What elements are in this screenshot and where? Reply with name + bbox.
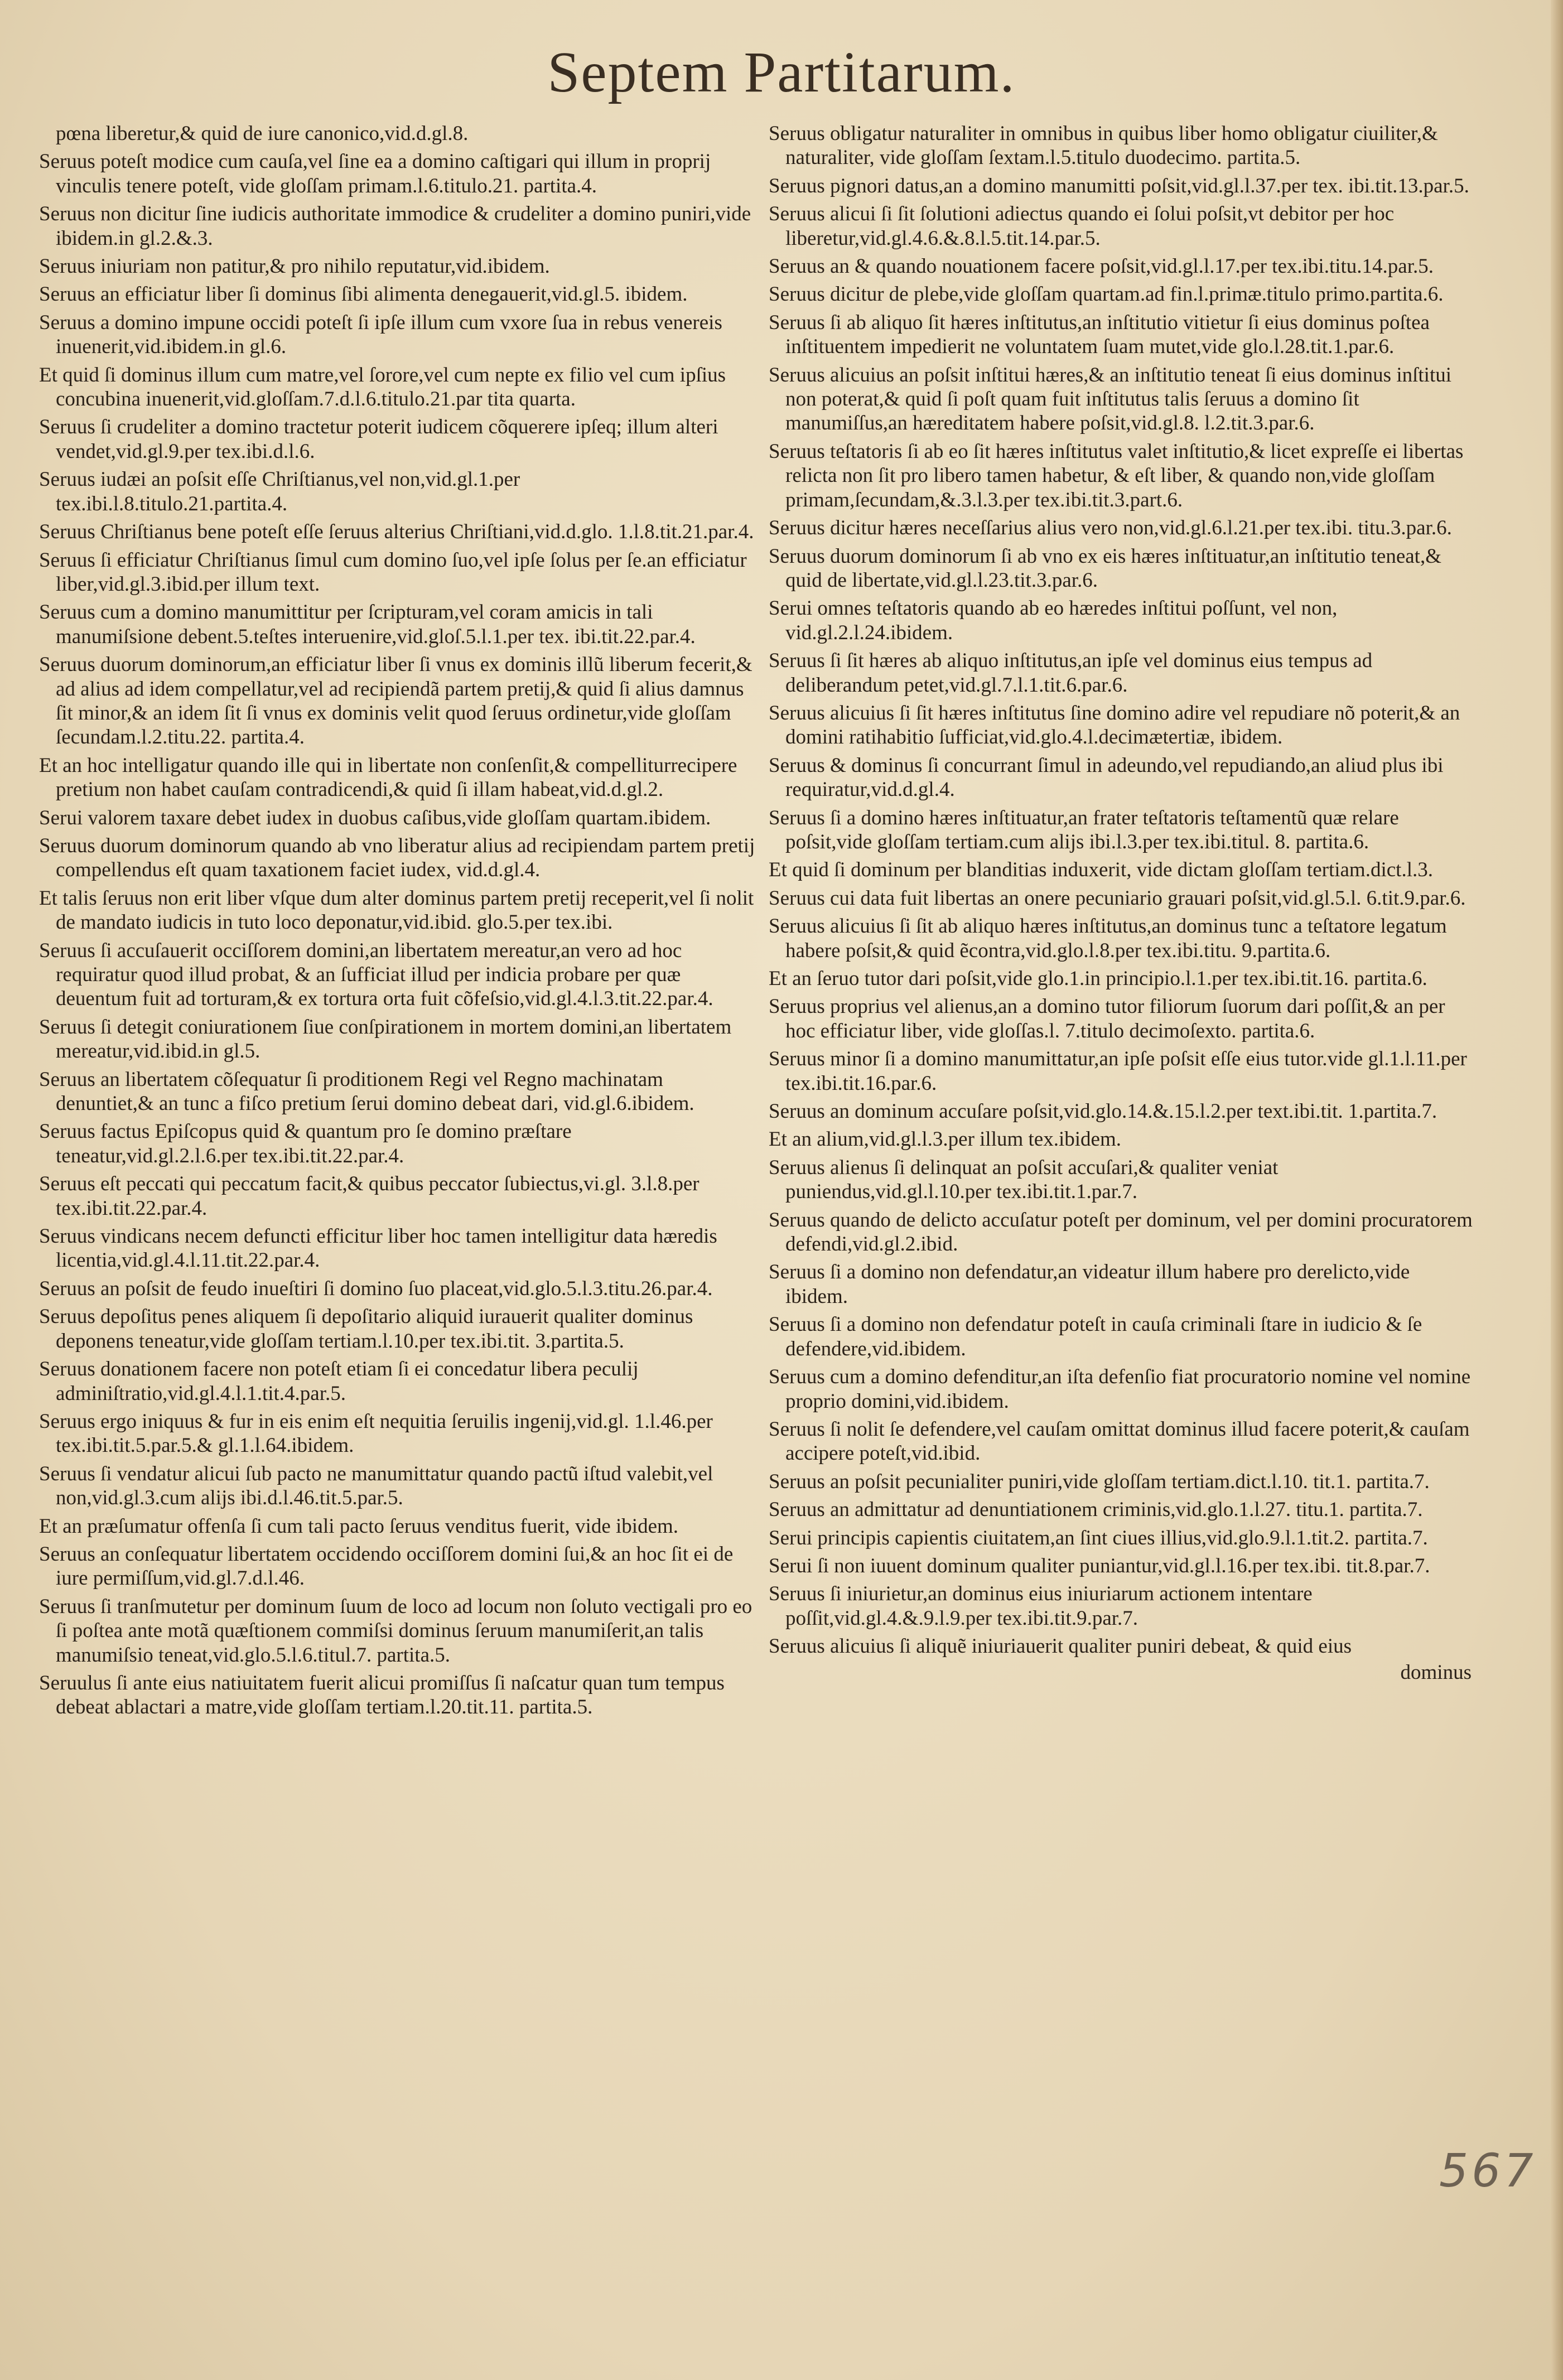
index-entry: Seruus an libertatem cõſequatur ſi proditionem Regi vel Regno machinatam denuntiet,& an tunc a fiſco pretium ſerui domino debeat dari, vid.gl.6.ibidem. [39,1068,694,1116]
index-entry: Seruus cum a domino defenditur,an iſta defenſio fiat procuratorio nomine vel nomine proprio domini,vid.ibidem. [769,1365,1471,1413]
index-entry: Seruus ſi accuſauerit occiſſorem domini,an libertatem mereatur,an vero ad hoc requiratur quod illud probat, & an ſufficiat illud per indicia probare per quæ deuentum fuit ad torturam,& ex tortura orta fuit cõfeſsio,vid.gl.4.l.3.tit.22.par.4. [39,939,713,1011]
index-entry: Seruus poteſt modice cum cauſa,vel ſine ea a domino caſtigari qui illum in proprij vinculis tenere poteſt, vide gloſſam primam.l.6.titulo.21. partita.4. [39,150,711,197]
index-entry: Seruus teſtatoris ſi ab eo ſit hæres inſtitutus valet inſtitutio,& licet expreſſe ei libertas relicta non ſit pro libero tamen habetur, & eſt liber, & quando non,vide gloſſam primam,ſecundam,&.3.l.3.per tex.ibi.tit.3.part.6. [769,440,1464,511]
index-entry: Seruus duorum dominorum,an efficiatur liber ſi vnus ex dominis illũ liberum fecerit,& ad alius ad idem compellatur,vel ad recipiendã partem pretij,& quid ſi alius damnus ſit minor,& an idem ſit ſi vnus ex dominis velit quod ſeruus ordinetur,vide gloſſam ſecundam.l.2.titu.22. partita.4. [39,653,752,749]
index-entry: Seruus ſi ſit hæres ab aliquo inſtitutus,an ipſe vel dominus eius tempus ad deliberandum petet,vid.gl.7.l.1.tit.6.par.6. [769,649,1373,697]
index-entry: Seruus ſi crudeliter a domino tractetur poterit iudicem cõquerere ipſeq; illum alteri vendet,vid.gl.9.per tex.ibi.d.l.6. [39,416,718,463]
index-entry: Seruus ſi iniurietur,an dominus eius iniuriarum actionem intentare poſſit,vid.gl.4.&.9.l.9.per tex.ibi.tit.9.par.7. [769,1582,1313,1630]
index-entry: Et an hoc intelligatur quando ille qui in libertate non conſenſit,& compelliturrecipere pretium non habet cauſam contradicendi,& quid ſi illam habeat,vid.d.gl.2. [39,754,737,802]
folio-number: 567 [1439,2145,1537,2198]
index-entry: Seruus an poſsit pecunialiter puniri,vide gloſſam tertiam.dict.l.10. tit.1. partita.7. [769,1470,1430,1493]
index-entry: Seruus eſt peccati qui peccatum facit,& quibus peccator ſubiectus,vi.gl. 3.l.8.per tex.ibi.tit.22.par.4. [39,1172,700,1220]
index-entry: Et talis ſeruus non erit liber vſque dum alter dominus partem pretij receperit,vel ſi nolit de mandato iudicis in tuto loco deponatur,vid.ibid. glo.5.per tex.ibi. [39,886,754,934]
index-entry: Seruus ſi efficiatur Chriſtianus ſimul cum domino ſuo,vel ipſe ſolus per ſe.an efficiatur liber,vid.gl.3.ibid.per illum text. [39,548,747,596]
index-entry: Seruus an efficiatur liber ſi dominus ſibi alimenta denegauerit,vid.gl.5. ibidem. [39,283,688,306]
index-entry: Seruus quando de delicto accuſatur poteſt per dominum, vel per domini procuratorem defendi,vid.gl.2.ibid. [769,1208,1473,1256]
left-column [39,122,756,1724]
index-entry: Serui valorem taxare debet iudex in duobus caſibus,vide gloſſam quartam.ibidem. [39,806,711,829]
index-entry: Seruus an admittatur ad denuntiationem criminis,vid.glo.1.l.27. titu.1. partita.7. [769,1498,1423,1522]
catchword: dominus [1400,1660,1472,1684]
index-entry: Seruus ſi a domino hæres inſtituatur,an frater teſtatoris teſtamentũ quæ relare poſsit,vide gloſſam tertiam.cum alijs ibi.l.3.per tex.ibi.titul. 8. partita.6. [769,806,1399,853]
index-entry: Seruus minor ſi a domino manumittatur,an ipſe poſsit eſſe eius tutor.vide gl.1.l.11.per tex.ibi.tit.16.par.6. [769,1047,1467,1095]
index-entry: Serui omnes teſtatoris quando ab eo hæredes inſtitui poſſunt, vel non, vid.gl.2.l.24.ibidem. [769,597,1338,644]
index-entry: Seruus an conſequatur libertatem occidendo occiſſorem domini ſui,& an hoc ſit ei de iure permiſſum,vid.gl.7.d.l.46. [39,1542,734,1590]
index-entry: Seruus pignori datus,an a domino manumitti poſsit,vid.gl.l.37.per tex. ibi.tit.13.par.5. [769,174,1469,197]
index-entry: Seruus cui data fuit libertas an onere pecuniario grauari poſsit,vid.gl.5.l. 6.tit.9.par.6. [769,886,1466,910]
index-entry: Seruus dicitur hæres neceſſarius alius vero non,vid.gl.6.l.21.per tex.ibi. titu.3.par.6. [769,516,1452,540]
index-entry: Seruus obligatur naturaliter in omnibus in quibus liber homo obligatur ciuiliter,& naturaliter, vide gloſſam ſextam.l.5.titulo duodecimo. partita.5. [769,122,1438,170]
index-entry: Seruus an dominum accuſare poſsit,vid.glo.14.&.15.l.2.per text.ibi.tit. 1.partita.7. [769,1100,1437,1123]
index-entry: Seruus depoſitus penes aliquem ſi depoſitario aliquid iurauerit qualiter dominus deponens teneatur,vide gloſſam tertiam.l.10.per tex.ibi.tit. 3.partita.5. [39,1305,693,1353]
index-entry: Seruus & dominus ſi concurrant ſimul in adeundo,vel repudiando,an aliud plus ibi requiratur,vid.d.gl.4. [769,754,1444,802]
index-entry: Seruus iniuriam non patitur,& pro nihilo reputatur,vid.ibidem. [39,255,550,278]
index-entry: Et an ſeruo tutor dari poſsit,vide glo.1.in principio.l.1.per tex.ibi.tit.16. partita.6. [769,967,1427,990]
index-entry: Seruus ſi ab aliquo ſit hæres inſtitutus,an inſtitutio vitietur ſi eius dominus poſtea inſtituentem impedierit ne voluntatem ſuam mutet,vide glo.l.28.tit.1.par.6. [769,311,1430,359]
index-entry: Et quid ſi dominum per blanditias induxerit, vide dictam gloſſam tertiam.dict.l.3. [769,858,1433,882]
index-entry: Serui ſi non iuuent dominum qualiter puniantur,vid.gl.l.16.per tex.ibi. tit.8.par.7. [769,1554,1430,1577]
index-entry: Et an alium,vid.gl.l.3.per illum tex.ibidem. [769,1128,1121,1151]
index-entry: Seruus alienus ſi delinquat an poſsit accuſari,& qualiter veniat puniendus,vid.gl.l.10.per tex.ibi.tit.1.par.7. [769,1156,1279,1204]
index-entry: Seruus alicuius ſi ſit hæres inſtitutus ſine domino adire vel repudiare nõ poterit,& an domini ratihabitio ſufficiat,vid.glo.4.l.decimætertiæ, ibidem. [769,701,1460,749]
index-entry: Seruus dicitur de plebe,vide gloſſam quartam.ad fin.l.primæ.titulo primo.partita.6. [769,283,1444,306]
index-entry: Seruus ſi nolit ſe defendere,vel cauſam omittat dominus illud facere poterit,& cauſam accipere poteſt,vid.ibid. [769,1417,1470,1465]
index-entry: Seruus a domino impune occidi poteſt ſi ipſe illum cum vxore ſua in rebus venereis inuenerit,vid.ibidem.in gl.6. [39,311,722,359]
index-entry: Seruus ergo iniquus & fur in eis enim eſt nequitia ſeruilis ingenij,vid.gl. 1.l.46.per tex.ibi.tit.5.par.5.& gl.1.l.64.ibidem. [39,1409,713,1457]
index-entry: Seruus ſi a domino non defendatur,an videatur illum habere pro derelicto,vide ibidem. [769,1261,1410,1308]
page-edge [1551,0,1563,2380]
index-entry: Seruus alicuius ſi aliquẽ iniuriauerit qualiter puniri debeat, & quid eius [769,1635,1352,1658]
index-entry: Seruus alicui ſi ſit ſolutioni adiectus quando ei ſolui poſsit,vt debitor per hoc liberetur,vid.gl.4.6.&.8.l.5.tit.14.par.5. [769,202,1395,250]
index-entry: Seruus donationem facere non poteſt etiam ſi ei concedatur libera peculij adminiſtratio,vid.gl.4.l.1.tit.4.par.5. [39,1358,639,1405]
index-entry: Seruus alicuius an poſsit inſtitui hæres,& an inſtitutio teneat ſi eius dominus inſtitui non poterat,& quid ſi poſt quam fuit inſtitutus talis ſeruus a domino ſit manumiſſus,an hæreditatem habere poſsit,vid.gl.8. l.2.tit.3.par.6. [769,363,1451,435]
index-entry: Et an præſumatur offenſa ſi cum tali pacto ſeruus venditus fuerit, vide ibidem. [39,1514,679,1538]
page-title: Septem Partitarum. [547,40,1016,104]
index-entry: Serui principis capientis ciuitatem,an ſint ciues illius,vid.glo.9.l.1.tit.2. partita.7. [769,1526,1428,1549]
index-entry: Seruus ſi tranſmutetur per dominum ſuum de loco ad locum non ſoluto vectigali pro eo ſi poſtea ante motã quæſtionem commiſsi dominus ſeruum manumiſerit,an talis manumiſsio teneat,vid.glo.5.l.6.titul.7. partita.5. [39,1595,752,1667]
index-entry: Seruus non dicitur ſine iudicis authoritate immodice & crudeliter a domino puniri,vide ibidem.in gl.2.&.3. [39,202,751,250]
index-entry: Seruus duorum dominorum ſi ab vno ex eis hæres inſtituatur,an inſtitutio teneat,& quid de libertate,vid.gl.l.23.tit.3.par.6. [769,544,1441,592]
right-column [769,122,1477,1684]
index-entry: Seruus ſi vendatur alicui ſub pacto ne manumittatur quando pactũ iſtud valebit,vel non,vid.gl.3.cum alijs ibi.d.l.46.tit.5.par.5. [39,1462,713,1510]
index-entry: Et quid ſi dominus illum cum matre,vel ſorore,vel cum nepte ex filio vel cum ipſius concubina inuenerit,vid.gloſſam.7.d.l.6.titulo.21.par tita quarta. [39,363,726,411]
index-entry: Seruus iudæi an poſsit eſſe Chriſtianus,vel non,vid.gl.1.per tex.ibi.l.8.titulo.21.partita.4. [39,468,520,515]
index-entry: Seruus ſi a domino non defendatur poteſt in cauſa criminali ſtare in iudicio & ſe defendere,vid.ibidem. [769,1313,1422,1360]
index-entry: Seruus alicuius ſi ſit ab aliquo hæres inſtitutus,an dominus tunc a teſtatore legatum habere poſsit,& quid ẽcontra,vid.glo.l.8.per tex.ibi.titu. 9.partita.6. [769,915,1447,962]
index-entry: pœna liberetur,& quid de iure canonico,vid.d.gl.8. [56,122,469,145]
index-entry: Seruus cum a domino manumittitur per ſcripturam,vel coram amicis in tali manumiſsione debent.5.teſtes interuenire,vid.gloſ.5.l.1.per tex. ibi.tit.22.par.4. [39,601,696,648]
index-entry: Seruus an & quando nouationem facere poſsit,vid.gl.l.17.per tex.ibi.titu.14.par.5. [769,255,1434,278]
index-entry: Seruulus ſi ante eius natiuitatem fuerit alicui promiſſus ſi naſcatur quan tum tempus debeat ablactari a matre,vide gloſſam tertiam.l.20.tit.11. partita.5. [39,1671,725,1719]
index-entry: Seruus ſi detegit coniurationem ſiue conſpirationem in mortem domini,an libertatem mereatur,vid.ibid.in gl.5. [39,1015,732,1063]
index-entry: Seruus vindicans necem defuncti efficitur liber hoc tamen intelligitur data hæredis licentia,vid.gl.4.l.11.tit.22.par.4. [39,1225,717,1272]
index-entry: Seruus an poſsit de feudo inueſtiri ſi domino ſuo placeat,vid.glo.5.l.3.titu.26.par.4. [39,1277,713,1300]
index-entry: Seruus Chriſtianus bene poteſt eſſe ſeruus alterius Chriſtiani,vid.d.glo. 1.l.8.tit.21.par.4. [39,520,754,544]
index-entry: Seruus duorum dominorum quando ab vno liberatur alius ad recipiendam partem pretij compellendus eſt quam taxationem faciet iudex, vid.d.gl.4. [39,834,755,882]
index-entry: Seruus factus Epiſcopus quid & quantum pro ſe domino præſtare teneatur,vid.gl.2.l.6.per tex.ibi.tit.22.par.4. [39,1120,572,1167]
index-entry: Seruus proprius vel alienus,an a domino tutor filiorum ſuorum dari poſſit,& an per hoc efficiatur liber, vide gloſſas.l. 7.titulo decimoſexto. partita.6. [769,995,1445,1042]
